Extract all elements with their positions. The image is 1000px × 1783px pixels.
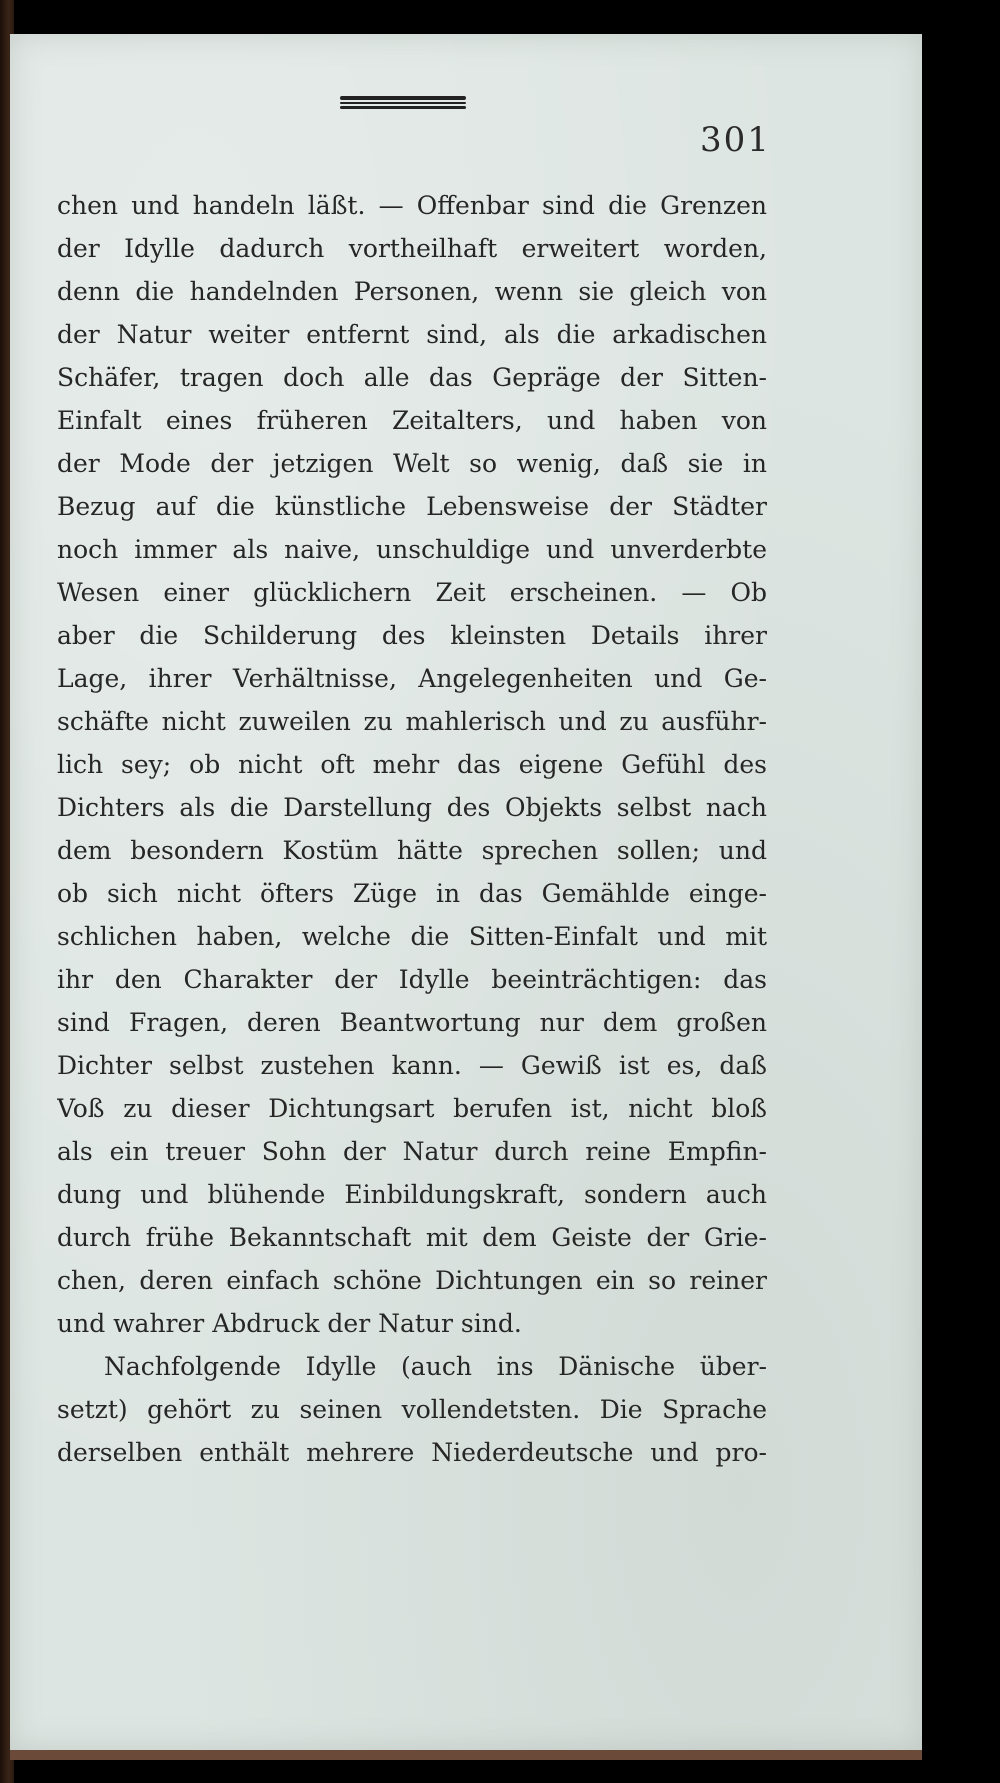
text-line: Schäfer, tragen doch alle das Gepräge der Sitten-	[57, 363, 767, 392]
text-line: und wahrer Abdruck der Natur sind.	[57, 1309, 522, 1338]
text-line: noch immer als naive, unschuldige und unverderbte	[57, 535, 767, 564]
text-line: der Mode der jetzigen Welt so wenig, daß sie in	[57, 449, 767, 478]
text-line: chen und handeln läßt. — Offenbar sind die Grenzen	[57, 191, 767, 220]
ornament-rule-line	[340, 106, 466, 109]
ornament-rule-line	[340, 102, 466, 104]
text-line: Lage, ihrer Verhältnisse, Angelegenheiten und Ge-	[57, 664, 767, 693]
text-line: Einfalt eines früheren Zeitalters, und haben von	[57, 406, 767, 435]
page-bottom-edge	[10, 1750, 922, 1760]
text-line: der Natur weiter entfernt sind, als die arkadischen	[57, 320, 767, 349]
text-line: als ein treuer Sohn der Natur durch reine Empfin-	[57, 1137, 767, 1166]
text-line: schlichen haben, welche die Sitten-Einfalt und mit	[57, 922, 767, 951]
text-line: Dichters als die Darstellung des Objekts selbst nach	[57, 793, 767, 822]
text-line: der Idylle dadurch vortheilhaft erweitert worden,	[57, 234, 767, 263]
body-text	[57, 184, 767, 1474]
text-line: schäfte nicht zuweilen zu mahlerisch und zu ausführ-	[57, 707, 767, 736]
text-line: denn die handelnden Personen, wenn sie gleich von	[57, 277, 767, 306]
text-line: setzt) gehört zu seinen vollendetsten. Die Sprache	[57, 1395, 767, 1424]
text-line: chen, deren einfach schöne Dichtungen ein so reiner	[57, 1266, 767, 1295]
text-line: durch frühe Bekanntschaft mit dem Geiste der Grie-	[57, 1223, 767, 1252]
text-line: ob sich nicht öfters Züge in das Gemählde einge-	[57, 879, 767, 908]
text-line: dem besondern Kostüm hätte sprechen sollen; und	[57, 836, 767, 865]
text-line: Wesen einer glücklichern Zeit erscheinen. — Ob	[57, 578, 767, 607]
text-line: ihr den Charakter der Idylle beeinträchtigen: das	[57, 965, 767, 994]
text-line: aber die Schilderung des kleinsten Details ihrer	[57, 621, 767, 650]
text-line: derselben enthält mehrere Niederdeutsche und pro-	[57, 1438, 767, 1467]
text-line: lich sey; ob nicht oft mehr das eigene Gefühl des	[57, 750, 767, 779]
text-line: sind Fragen, deren Beantwortung nur dem großen	[57, 1008, 767, 1037]
text-line: Nachfolgende Idylle (auch ins Dänische über-	[104, 1352, 767, 1381]
text-line: Dichter selbst zustehen kann. — Gewiß ist es, daß	[57, 1051, 767, 1080]
text-line: Bezug auf die künstliche Lebensweise der Städter	[57, 492, 767, 521]
ornament-rule-line	[340, 96, 466, 100]
page-number: 301	[700, 120, 771, 160]
ornament-rule	[340, 96, 466, 110]
text-line: Voß zu dieser Dichtungsart berufen ist, nicht bloß	[57, 1094, 767, 1123]
text-line: dung und blühende Einbildungskraft, sondern auch	[57, 1180, 767, 1209]
